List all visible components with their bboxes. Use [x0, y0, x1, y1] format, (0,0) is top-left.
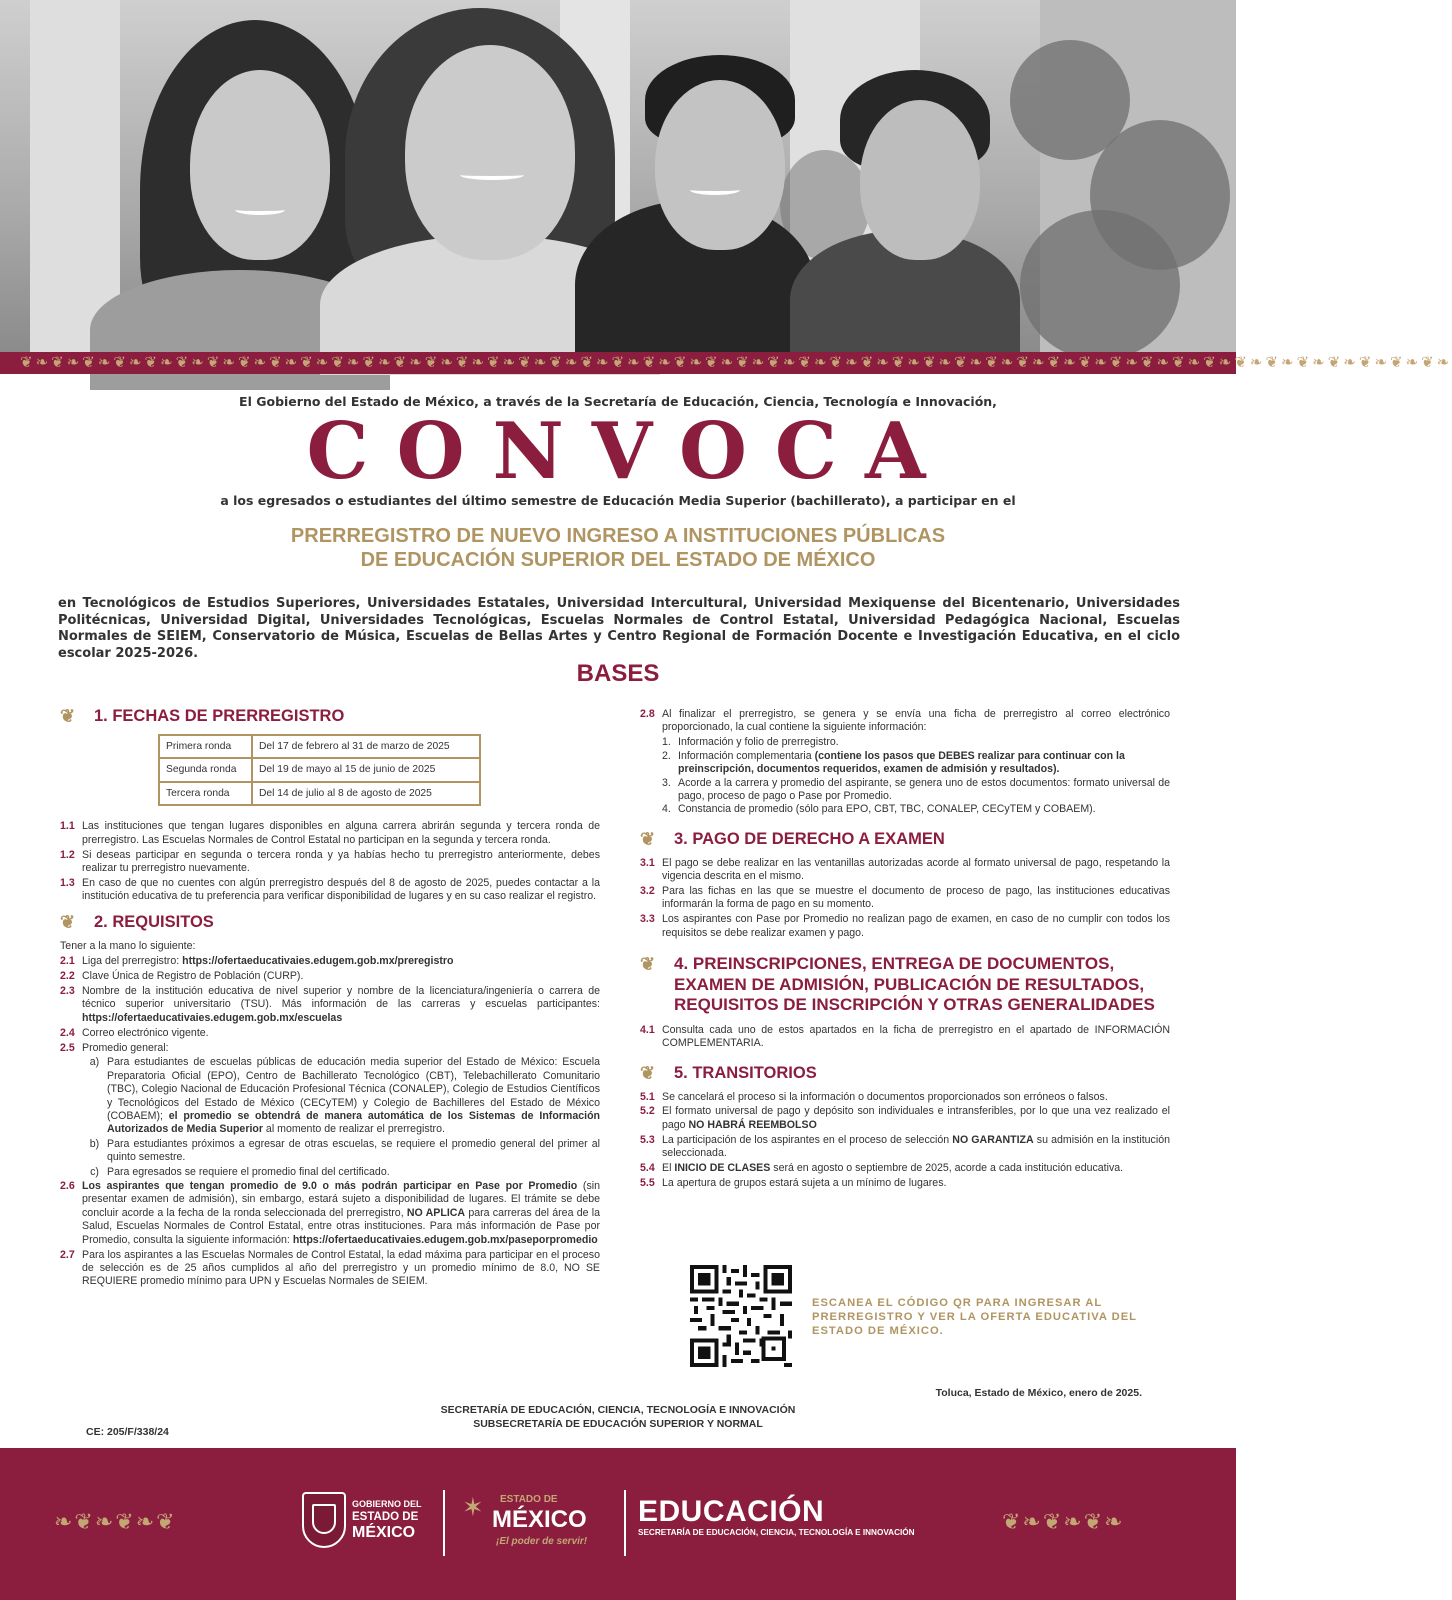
list-item: 1.2 Si deseas participar en segunda o tercera ronda y ya habías hecho tu prerregistro anteriormente, debes realizar tu prerregistro nuevamente. — [60, 848, 600, 874]
list-item: 3.1 El pago se debe realizar en las ventanillas autorizadas acorde al formato universal de pago, respetando la vigencia descrita en el mismo. — [640, 856, 1170, 883]
dates-cell: Del 19 de mayo al 15 de junio de 2025 — [252, 758, 480, 781]
escuelas-link[interactable]: https://ofertaeducativaies.edugem.gob.mx/escuelas — [82, 1011, 343, 1024]
list-item: 2.2 Clave Única de Registro de Población (CURP). — [60, 969, 304, 982]
list-item: 5.1 Se cancelará el proceso si la información o documentos proporcionados son erróneos o falsos. — [640, 1090, 1108, 1103]
list-item: 2.5 Promedio general: — [60, 1041, 169, 1054]
dates-cell: Del 17 de febrero al 31 de marzo de 2025 — [252, 735, 480, 758]
list-item: 1.1 Las instituciones que tengan lugares disponibles en alguna carrera abrirán segunda y tercera ronda de prerregistro. Las Escuelas Normales de Control Estatal no participan en la segunda y tercera ronda. — [60, 820, 600, 846]
list-item: 1.3 En caso de que no cuentes con algún prerregistro después del 8 de agosto de 2025, puedes contactar a la institución educativa de tu preferencia para verificar disponibilidad de lugares y en su caso realizar el registro. — [60, 876, 600, 903]
list-item: 2. Información complementaria (contiene los pasos que DEBES realizar para continuar con la preinscripción, documentos requeridos, examen de admisión y resultados). — [662, 749, 1125, 776]
section-1-title: ❦ 1. FECHAS DE PRERREGISTRO — [60, 706, 345, 726]
qr-code-icon[interactable] — [690, 1265, 792, 1367]
list-item: 3.2 Para las fichas en las que se muestre el documento de proceso de pago, las instituciones educativas informarán la forma de pago en su momento. — [640, 885, 1170, 911]
state-shield-icon — [302, 1492, 346, 1548]
issuing-offices — [0, 1403, 1236, 1431]
list-item: 2.7 Para los aspirantes a las Escuelas Normales de Control Estatal, la edad máxima para participar en el proceso de selección es de 25 años cumplidos al año del prerregistro y un promedio mínimo de 8.0, NO SE REQUIERE promedio mínimo para UPN y Escuelas Normales de SEIEM. — [60, 1248, 600, 1288]
leaf-ornament-icon: ❦ — [60, 911, 76, 932]
office-line-2: SUBSECRETARÍA DE EDUCACIÓN SUPERIOR Y NORMAL — [473, 1418, 763, 1430]
list-item: 2.3 Nombre de la institución educativa de nivel superior y nombre de la licenciatura/ingeniería o carrera de técnico superior universitario (TSU). Más información de las carreras y escuelas participantes: https://ofertaeducativaies.edugem.gob.mx/escuelas — [60, 984, 600, 1024]
sub-item: c) Para egresados se requiere el promedio final del certificado. — [90, 1165, 390, 1178]
list-item: 5.5 La apertura de grupos estará sujeta a un mínimo de lugares. — [640, 1176, 947, 1189]
audience-line: a los egresados o estudiantes del último semestre de Educación Media Superior (bachillerato), a participar en el — [220, 493, 1016, 508]
list-item: 1. Información y folio de prerregistro. — [662, 736, 839, 749]
convoca-title: CONVOCA — [306, 406, 954, 497]
leaf-ornament-icon: ❦ — [640, 828, 656, 849]
leaf-ornament-icon: ❦ — [640, 954, 656, 975]
list-item: 4.1 Consulta cada uno de estos apartados en la ficha de prerregistro en el apartado de INFORMACIÓN COMPLEMENTARIA. — [640, 1023, 1170, 1050]
footer-band: ❧❦❧❦❧❦ ❦❧❦❧❦❧ GOBIERNO DEL ESTADO DE MÉXICO ✶ ESTADO DE MÉXICO ¡El poder de servir! EDUCACIÓN SECRETARÍA DE EDUCACIÓN, CIENCIA, TECNOLOGÍA E INNOVACIÓN — [0, 1448, 1236, 1600]
list-item: 2.8 Al finalizar el prerregistro, se genera y se envía una ficha de prerregistro al correo electrónico proporcionado, la cual contiene la siguiente información: — [640, 708, 1170, 734]
table-row — [159, 758, 480, 781]
leaf-ornament-icon: ❦ — [60, 706, 76, 726]
list-item: 3. Acorde a la carrera y promedio del aspirante, se genera uno de estos documentos: formato universal de pago, proceso de pago o Pase por Promedio. — [662, 776, 1170, 802]
table-row — [159, 735, 480, 758]
gobierno-logo: GOBIERNO DEL ESTADO DE MÉXICO — [352, 1499, 422, 1541]
qr-instructions: ESCANEA EL CÓDIGO QR PARA INGRESAR AL PRERREGISTRO Y VER LA OFERTA EDUCATIVA DEL ESTADO DE MÉXICO. — [812, 1297, 1137, 1337]
dates-cell: Del 14 de julio al 8 de agosto de 2025 — [252, 782, 480, 805]
section-2-title: ❦ 2. REQUISITOS — [60, 911, 214, 932]
divider — [624, 1490, 626, 1556]
header-photo — [0, 0, 1236, 357]
requirements-intro: Tener a la mano lo siguiente: — [60, 939, 196, 952]
leaf-ornament-icon: ❦ — [640, 1062, 656, 1083]
right-column — [640, 708, 1170, 1192]
left-column — [60, 700, 600, 1290]
office-line-1: SECRETARÍA DE EDUCACIÓN, CIENCIA, TECNOLOGÍA E INNOVACIÓN — [440, 1404, 796, 1416]
place-date: Toluca, Estado de México, enero de 2025. — [935, 1387, 1142, 1399]
section-4-title: ❦ 4. PREINSCRIPCIONES, ENTREGA DE DOCUMENTOS, EXAMEN DE ADMISIÓN, PUBLICACIÓN DE RESULTADOS, REQUISITOS DE INSCRIPCIÓN Y OTRAS GENERALIDADES — [640, 954, 1155, 1015]
section-3-title: ❦ 3. PAGO DE DERECHO A EXAMEN — [640, 828, 945, 849]
list-item: 5.4 El INICIO DE CLASES será en agosto o septiembre de 2025, acorde a cada institución educativa. — [640, 1162, 1124, 1175]
section-5-title: ❦ 5. TRANSITORIOS — [640, 1062, 817, 1083]
institutions-paragraph: en Tecnológicos de Estudios Superiores, Universidades Estatales, Universidad Intercultural, Universidad Mexiquense del Bicentenario, Universidades Politécnicas, Universidad Digital, Universidades Tecnológicas, Escuelas Normales de Control Estatal, Universidad Pedagógica Nacional, Escuelas Normales de SEIEM, Conservatorio de Música, Escuelas de Bellas Artes y Centro Regional de Formación Docente e Investigación Educativa, en el ciclo escolar 2025-2026. — [58, 596, 1180, 661]
list-item: 5.3 La participación de los aspirantes en el proceso de selección NO GARANTIZA su admisión en la institución seleccionada. — [640, 1133, 1170, 1160]
government-line: El Gobierno del Estado de México, a través de la Secretaría de Educación, Ciencia, Tecnología e Innovación, — [239, 394, 997, 409]
table-row — [159, 782, 480, 805]
reference-code: CE: 205/F/338/24 — [86, 1426, 169, 1438]
ornament-icon: ❦❧❦❧❦❧ — [1002, 1510, 1125, 1535]
list-item: 2.1 Liga del prerregistro: https://ofertaeducativaies.edugem.gob.mx/preregistro — [60, 955, 454, 968]
round-cell: Segunda ronda — [159, 758, 252, 781]
list-item: 2.6 Los aspirantes que tengan promedio de 9.0 o más podrán participar en Pase por Promedio (sin presentar examen de admisión), sin embargo, estará sujeto a disponibilidad de lugares. El trámite se debe concluir acorde a la fecha de la ronda seleccionada del prerregistro, NO APLICA para carreras del área de la Salud, Escuelas Normales de Control Estatal, entre otras instituciones. Para más información de Pase por Promedio, consulta la siguiente información: https://ofertaeducativaies.edugem.gob.mx/paseporpromedio — [60, 1180, 600, 1246]
ornament-icon: ❧❦❧❦❧❦ — [54, 1510, 177, 1535]
sub-item: b) Para estudiantes próximos a egresar de otras escuelas, se requiere el promedio general del primer al quinto semestre. — [89, 1137, 600, 1164]
list-item: 2.4 Correo electrónico vigente. — [60, 1026, 209, 1039]
sub-item: a) Para estudiantes de escuelas públicas de educación media superior del Estado de México: Escuela Preparatoria Oficial (EPO), Centro de Bachillerato Tecnológico (CBT), Telebachillerato Comunitario (TBC), Colegio Nacional de Educación Profesional Técnica (CONALEP), Colegio de Estudios Científicos y Tecnológicos del Estado de México (CECyTEM) y Colegio de Bachilleres del Estado de México (COBAEM); el promedio se obtendrá de manera automática de los Sistemas de Información Autorizados de Media Superior al momento de realizar el prerregistro. — [89, 1056, 601, 1136]
educacion-logo: EDUCACIÓN SECRETARÍA DE EDUCACIÓN, CIENCIA, TECNOLOGÍA E INNOVACIÓN — [638, 1495, 915, 1537]
pase-por-promedio-link[interactable]: https://ofertaeducativaies.edugem.gob.mx/paseporpromedio — [292, 1233, 598, 1246]
ficha-contents-list — [662, 736, 1170, 816]
star-figure-icon: ✶ — [462, 1492, 484, 1522]
list-item: 4. Constancia de promedio (sólo para EPO, CBT, TBC, CONALEP, CECyTEM y COBAEM). — [662, 803, 1096, 816]
program-title-line-1: PRERREGISTRO DE NUEVO INGRESO A INSTITUCIONES PÚBLICAS — [290, 525, 946, 547]
dates-table — [158, 734, 481, 806]
divider — [443, 1490, 445, 1556]
ornament-icon: ❦❧❦❧❦❧❦❧❦❧❦❧❦❧❦❧❦❧❦❧❦❧❦❧❦❧❦❧❦❧❦❧❦❧❦❧❦❧❦❧❦❧❦❧❦❧❦❧❦❧❦❧❦❧❦❧❦❧❦❧❦❧❦❧❦❧❦❧❦❧❦❧❦❧❦❧❦❧❦❧❦❧❦❧❦❧❦❧❦❧❦❧ — [20, 353, 1452, 371]
program-title — [0, 524, 1236, 572]
bases-heading: BASES — [576, 660, 660, 687]
list-item: 5.2 El formato universal de pago y depósito son individuales e intransferibles, por lo que una vez realizado el pago NO HABRÁ REEMBOLSO — [640, 1105, 1170, 1131]
round-cell: Tercera ronda — [159, 782, 252, 805]
round-cell: Primera ronda — [159, 735, 252, 758]
list-item: 3.3 Los aspirantes con Pase por Promedio no realizan pago de examen, en caso de no cumplir con todos los requisitos se debe realizar examen y pago. — [640, 913, 1170, 939]
program-title-line-2: DE EDUCACIÓN SUPERIOR DEL ESTADO DE MÉXICO — [360, 549, 876, 571]
preregistro-link[interactable]: https://ofertaeducativaies.edugem.gob.mx/preregistro — [182, 955, 454, 968]
top-ornament-band — [0, 352, 1452, 374]
